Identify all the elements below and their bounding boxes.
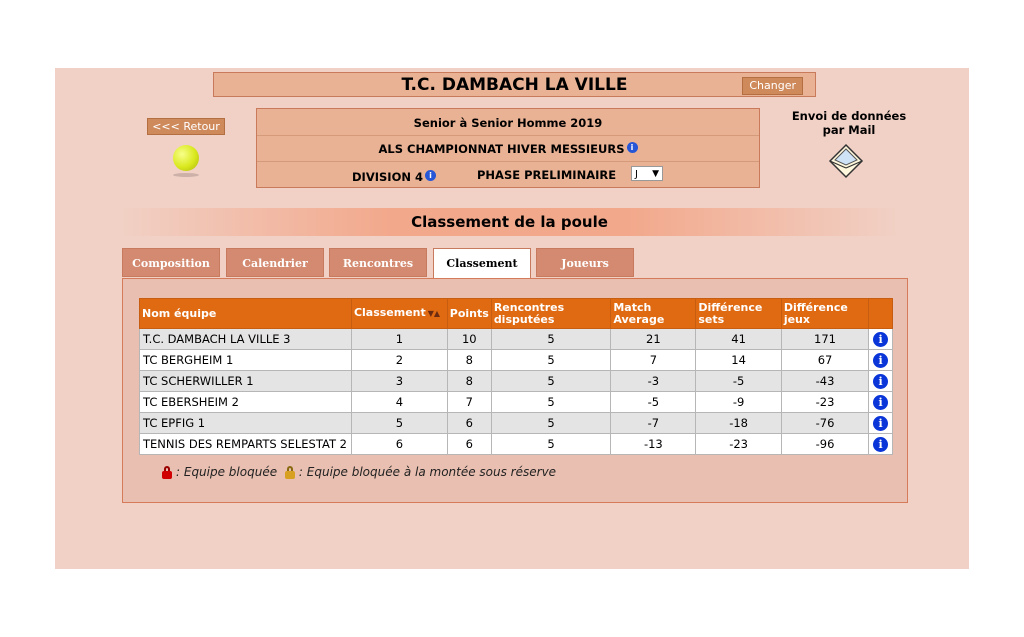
phase-label: PHASE PRELIMINAIRE bbox=[477, 168, 617, 182]
played-cell: 5 bbox=[491, 413, 611, 434]
team-name: TC SCHERWILLER 1 bbox=[140, 371, 352, 392]
header-games bbox=[781, 299, 868, 329]
header-info bbox=[869, 299, 893, 329]
played-cell: 5 bbox=[491, 329, 611, 350]
team-name: TENNIS DES REMPARTS SELESTAT 2 bbox=[140, 434, 352, 455]
table-row bbox=[140, 371, 893, 392]
header-played-l1: Rencontres bbox=[493, 300, 565, 314]
sets-cell: 41 bbox=[696, 329, 781, 350]
competition-info bbox=[256, 108, 760, 188]
division-wrap bbox=[352, 170, 436, 184]
info-cell bbox=[869, 329, 893, 350]
chevron-down-icon: ▼ bbox=[652, 169, 659, 179]
rank-cell: 2 bbox=[351, 350, 447, 371]
rank-cell: 5 bbox=[351, 413, 447, 434]
tab-composition[interactable]: Composition bbox=[122, 248, 220, 277]
ranking-table bbox=[139, 298, 893, 455]
tab-calendrier[interactable]: Calendrier bbox=[226, 248, 324, 277]
games-cell: 67 bbox=[781, 350, 868, 371]
team-info-icon[interactable]: i bbox=[873, 416, 888, 431]
sets-cell: 14 bbox=[696, 350, 781, 371]
sets-cell: -5 bbox=[696, 371, 781, 392]
sets-cell: -9 bbox=[696, 392, 781, 413]
header-rank[interactable] bbox=[351, 299, 447, 329]
tennis-ball-icon bbox=[173, 145, 199, 171]
header-average-l2: Average bbox=[613, 312, 665, 326]
header-team: Nom équipe bbox=[140, 299, 352, 329]
mail-label bbox=[779, 109, 919, 137]
points-cell: 6 bbox=[447, 434, 491, 455]
rank-cell: 3 bbox=[351, 371, 447, 392]
legend-blocked: : Equipe bloquée bbox=[176, 465, 278, 479]
team-name: TC EPFIG 1 bbox=[140, 413, 352, 434]
section-title: Classement de la poule bbox=[411, 213, 608, 231]
games-cell: -76 bbox=[781, 413, 868, 434]
header-games-l2: jeux bbox=[783, 312, 810, 326]
section-title-band bbox=[117, 208, 902, 236]
played-cell: 5 bbox=[491, 350, 611, 371]
table-row bbox=[140, 329, 893, 350]
mail-label-line2: par Mail bbox=[822, 123, 876, 137]
category-label: Senior à Senior Homme 2019 bbox=[413, 116, 603, 130]
team-info-icon[interactable]: i bbox=[873, 374, 888, 389]
back-button[interactable]: <<< Retour bbox=[147, 118, 225, 135]
average-cell: 21 bbox=[611, 329, 696, 350]
table-row bbox=[140, 392, 893, 413]
header-average bbox=[611, 299, 696, 329]
team-info-icon[interactable]: i bbox=[873, 437, 888, 452]
rank-cell: 1 bbox=[351, 329, 447, 350]
championship-row bbox=[257, 135, 759, 162]
points-cell: 8 bbox=[447, 350, 491, 371]
header-games-l1: Différence bbox=[783, 300, 848, 314]
category-row bbox=[257, 109, 759, 136]
table-row bbox=[140, 434, 893, 455]
played-cell: 5 bbox=[491, 392, 611, 413]
ball-shadow bbox=[173, 173, 199, 177]
rank-cell: 4 bbox=[351, 392, 447, 413]
team-info-icon[interactable]: i bbox=[873, 332, 888, 347]
header-sets-l2: sets bbox=[698, 312, 725, 326]
points-cell: 10 bbox=[447, 329, 491, 350]
info-cell bbox=[869, 371, 893, 392]
tab-classement[interactable]: Classement bbox=[433, 248, 531, 279]
club-title: T.C. DAMBACH LA VILLE bbox=[401, 75, 628, 95]
tab-joueurs[interactable]: Joueurs bbox=[536, 248, 634, 277]
table-header-row bbox=[140, 299, 893, 329]
division-label: DIVISION 4 bbox=[352, 170, 423, 184]
club-header bbox=[213, 72, 816, 97]
ranking-panel bbox=[122, 278, 908, 503]
mail-label-line1: Envoi de données bbox=[791, 109, 907, 123]
team-name: T.C. DAMBACH LA VILLE 3 bbox=[140, 329, 352, 350]
games-cell: 171 bbox=[781, 329, 868, 350]
header-points: Points bbox=[447, 299, 491, 329]
header-average-l1: Match bbox=[613, 300, 652, 314]
header-played-l2: disputées bbox=[493, 312, 555, 326]
gold-lock-icon bbox=[284, 466, 296, 478]
championship-wrap bbox=[257, 142, 759, 156]
envelope-icon[interactable] bbox=[826, 141, 866, 181]
rank-cell: 6 bbox=[351, 434, 447, 455]
games-cell: -96 bbox=[781, 434, 868, 455]
header-played bbox=[491, 299, 611, 329]
sets-cell: -23 bbox=[696, 434, 781, 455]
change-club-button[interactable]: Changer bbox=[742, 77, 803, 95]
played-cell: 5 bbox=[491, 434, 611, 455]
team-name: TC BERGHEIM 1 bbox=[140, 350, 352, 371]
info-cell bbox=[869, 434, 893, 455]
sort-arrows-icon[interactable]: ▼▲ bbox=[427, 309, 441, 318]
red-lock-icon bbox=[161, 466, 173, 478]
team-info-icon[interactable]: i bbox=[873, 353, 888, 368]
played-cell: 5 bbox=[491, 371, 611, 392]
average-cell: -13 bbox=[611, 434, 696, 455]
championship-info-icon[interactable]: i bbox=[627, 142, 638, 153]
legend bbox=[161, 465, 556, 479]
average-cell: -3 bbox=[611, 371, 696, 392]
division-info-icon[interactable]: i bbox=[425, 170, 436, 181]
games-cell: -43 bbox=[781, 371, 868, 392]
points-cell: 7 bbox=[447, 392, 491, 413]
average-cell: -5 bbox=[611, 392, 696, 413]
division-row bbox=[257, 161, 759, 187]
header-sets bbox=[696, 299, 781, 329]
average-cell: 7 bbox=[611, 350, 696, 371]
games-cell: -23 bbox=[781, 392, 868, 413]
info-cell bbox=[869, 350, 893, 371]
info-cell bbox=[869, 392, 893, 413]
table-row bbox=[140, 413, 893, 434]
average-cell: -7 bbox=[611, 413, 696, 434]
page-background bbox=[55, 68, 969, 569]
championship-label: ALS CHAMPIONNAT HIVER MESSIEURS bbox=[378, 142, 625, 156]
group-select-value: J bbox=[635, 169, 638, 180]
tab-rencontres[interactable]: Rencontres bbox=[329, 248, 427, 277]
header-sets-l1: Différence bbox=[698, 300, 763, 314]
group-select[interactable] bbox=[631, 166, 663, 181]
team-info-icon[interactable]: i bbox=[873, 395, 888, 410]
points-cell: 8 bbox=[447, 371, 491, 392]
sets-cell: -18 bbox=[696, 413, 781, 434]
table-row bbox=[140, 350, 893, 371]
team-name: TC EBERSHEIM 2 bbox=[140, 392, 352, 413]
info-cell bbox=[869, 413, 893, 434]
header-rank-label: Classement bbox=[353, 306, 426, 319]
points-cell: 6 bbox=[447, 413, 491, 434]
legend-blocked-reserve: : Equipe bloquée à la montée sous réserve bbox=[298, 465, 557, 479]
